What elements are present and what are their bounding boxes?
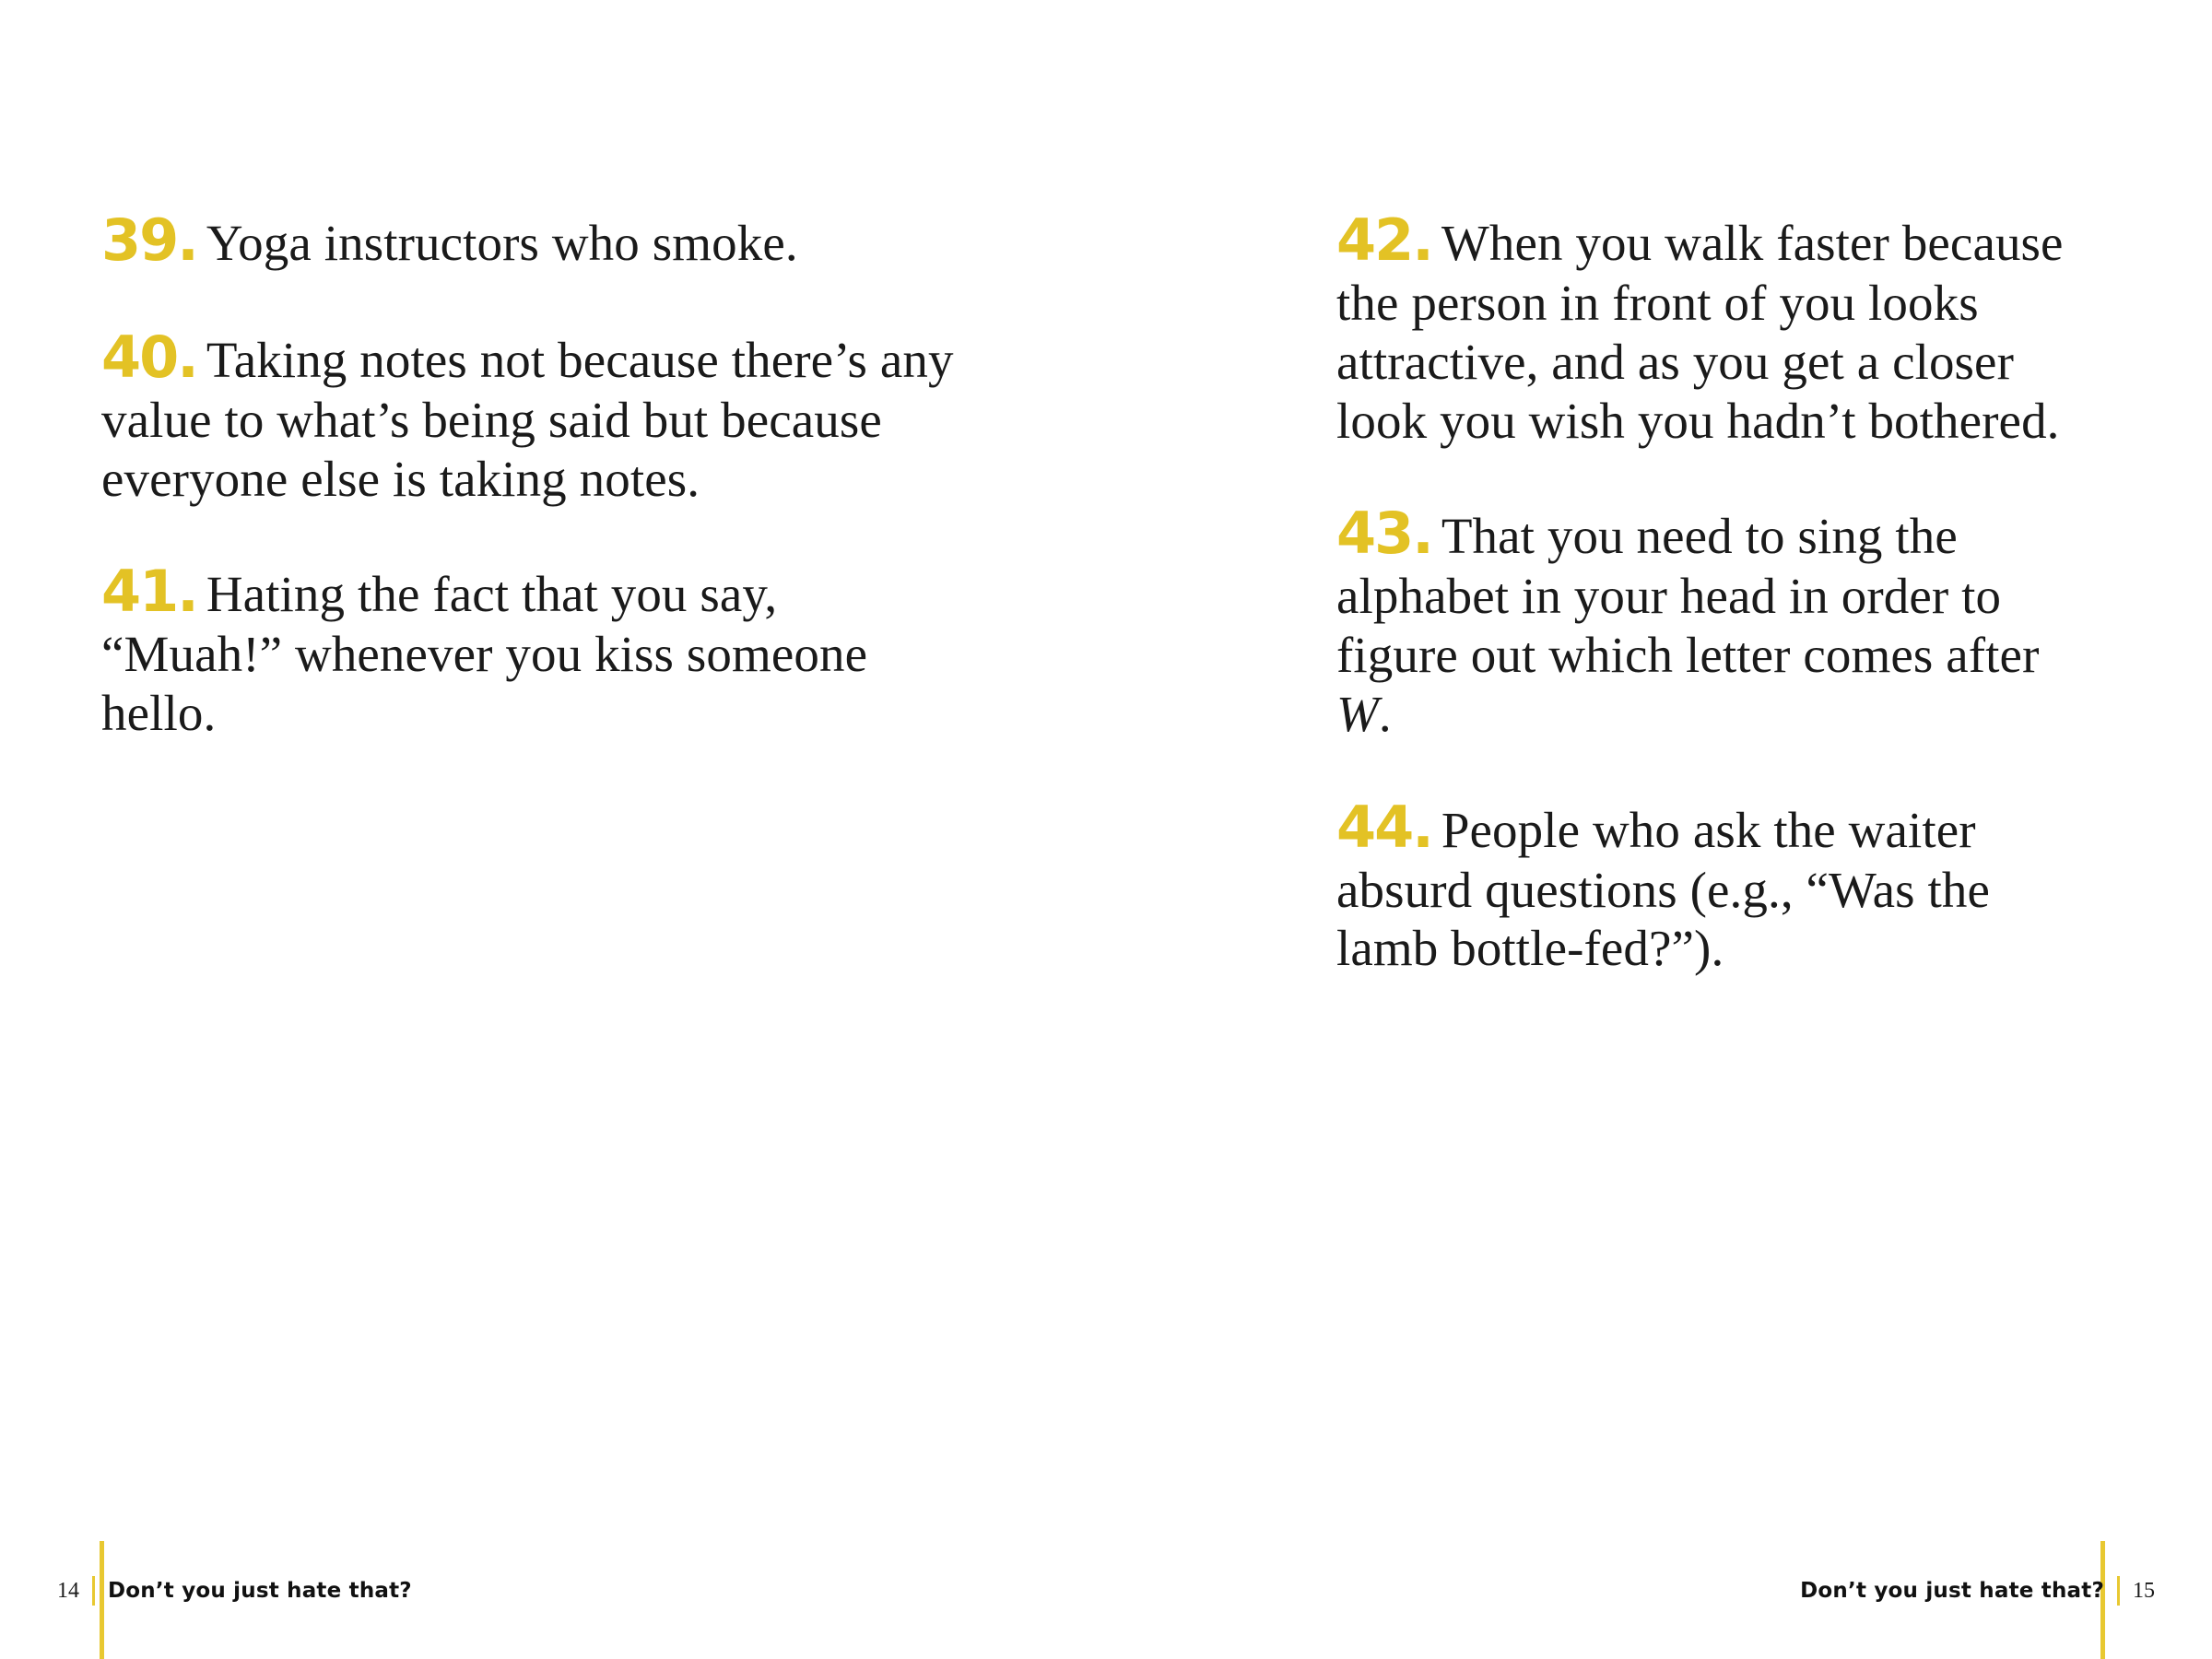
entry-number: 43. <box>1336 500 1432 568</box>
right-page-footer <box>1800 1576 2155 1606</box>
entry-text: Yoga instructors who smoke. <box>206 215 798 271</box>
page-number: 15 <box>2133 1578 2155 1603</box>
entry-text-after: . <box>1378 685 1392 742</box>
entry-number: 42. <box>1336 206 1432 274</box>
entry-number: 39. <box>101 206 197 274</box>
entry-text: Taking notes not because there’s any value to what’s being said but because everyone else is taking notes. <box>101 331 954 507</box>
left-page-entries <box>101 207 968 743</box>
entry-number: 44. <box>1336 793 1432 861</box>
entry-number: 41. <box>101 558 197 626</box>
entry-text: That you need to sing the alphabet in your head in order to figure out which letter comes after <box>1336 508 2040 683</box>
list-item <box>1336 207 2101 450</box>
list-item <box>1336 794 2101 979</box>
book-title: Don’t you just hate that? <box>108 1579 412 1603</box>
book-title: Don’t you just hate that? <box>1800 1579 2104 1603</box>
list-item <box>101 559 968 743</box>
entry-number: 40. <box>101 323 197 391</box>
footer-divider <box>2117 1576 2120 1606</box>
entry-text: Hating the fact that you say, “Muah!” whenever you kiss someone hello. <box>101 566 868 742</box>
list-item <box>101 324 968 509</box>
right-page <box>1106 0 2212 1659</box>
left-page-footer <box>57 1576 412 1606</box>
page-number: 14 <box>57 1578 79 1603</box>
footer-divider <box>92 1576 95 1606</box>
right-page-entries <box>1336 207 2101 978</box>
list-item <box>101 207 968 274</box>
entry-text-italic: W <box>1336 685 1379 742</box>
entry-text: When you walk faster because the person in front of you looks attractive, and as you get a closer look you wish you hadn’t bothered. <box>1336 215 2064 449</box>
list-item <box>1336 500 2101 743</box>
entry-text: People who ask the waiter absurd questions (e.g., “Was the lamb bottle-fed?”). <box>1336 801 1991 977</box>
